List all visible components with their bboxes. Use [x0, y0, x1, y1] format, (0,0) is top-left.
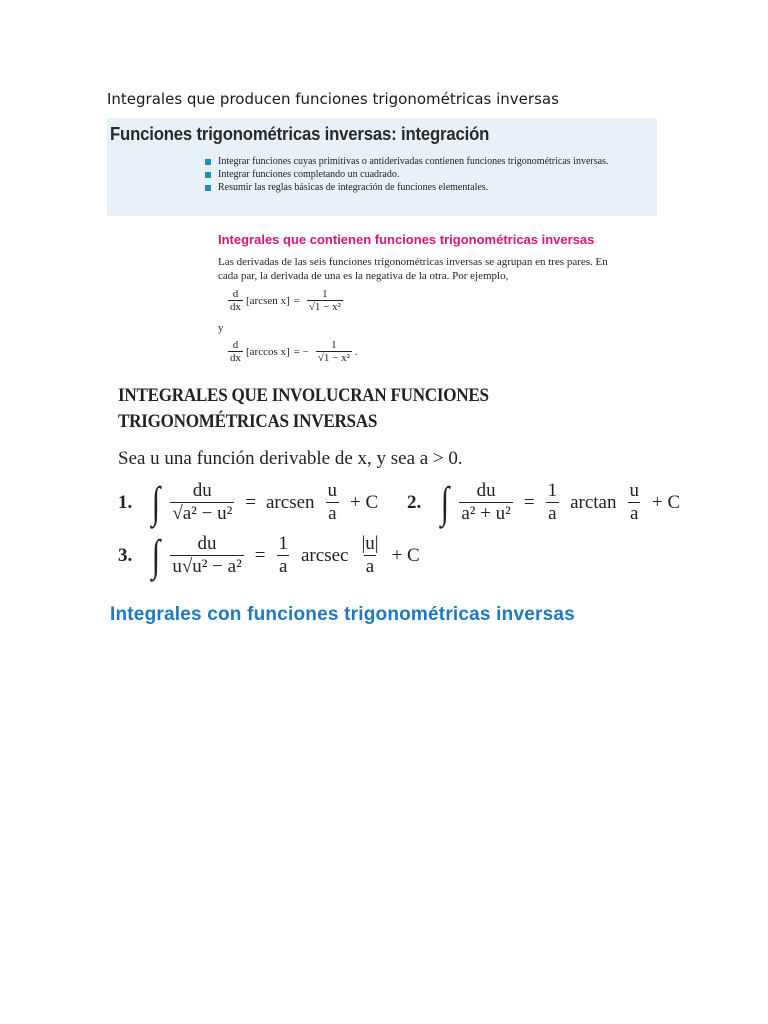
argument-fraction: $\frac{u}{a}$	[327, 480, 338, 524]
textbook-excerpt-1	[107, 118, 657, 364]
banner-title: Funciones trigonométricas inversas: integración	[110, 124, 490, 144]
derivative-operator: $\frac{d}{dx}$	[230, 339, 241, 364]
objective-item: Integrar funciones completando un cuadrado.	[205, 169, 625, 181]
derivative-operator: $\frac{d}{dx}$	[230, 288, 241, 313]
integrals-box-intro: Sea u una función derivable de x, y sea a > 0.	[118, 448, 463, 469]
argument-fraction: $\frac{u}{a}$	[629, 480, 639, 524]
square-bullet-icon	[205, 185, 211, 191]
objective-item: Integrar funciones cuyas primitivas o antiderivadas contienen funciones trigonométricas inversas.	[205, 156, 625, 168]
integrand-fraction: $\frac{du}{\text{a² + u²}}$	[461, 480, 511, 524]
objectives-list	[205, 156, 625, 195]
integral-sign-icon: ∫	[152, 477, 161, 527]
integrand-fraction: $\frac{du}{\text{u√u² − a²}}$	[172, 533, 242, 577]
connector-word: y	[218, 322, 224, 334]
integrand-fraction: $\frac{du}{\text{√a² − u²}}$	[172, 480, 233, 524]
integral-sign-icon: ∫	[441, 477, 450, 527]
intro-paragraph: Las derivadas de las seis funciones trigonométricas inversas se agrupan en tres pares. En cada par, la derivada de una es la negativa de la otra. Por ejemplo,	[218, 256, 608, 282]
blue-section-title: Integrales con funciones trigonométricas inversas	[110, 604, 575, 625]
integral-sign-icon: ∫	[152, 530, 161, 580]
fraction: $\frac{1}{\text{√1 − x²}}$	[317, 339, 350, 364]
derivative-arccos-formula: $\frac{d}{dx}$ [arccos x] = − $\frac{1}{\text{√1 − x²}}$ .	[230, 339, 358, 364]
square-bullet-icon	[205, 172, 211, 178]
integral-rule-3: 3. ∫ $\frac{du}{\text{u√u² − a²}}$ = $\frac{1}{a}$ arcsec $\frac{|u|}{a}$ + C	[118, 530, 420, 580]
coefficient-fraction: $\frac{1}{a}$	[547, 480, 558, 524]
objective-item: Resumir las reglas básicas de integración de funciones elementales.	[205, 182, 625, 194]
square-bullet-icon	[205, 159, 211, 165]
section-banner	[107, 118, 657, 216]
argument-fraction: $\frac{|u|}{a}$	[361, 533, 379, 577]
coefficient-fraction: $\frac{1}{a}$	[278, 533, 288, 577]
page-heading: Integrales que producen funciones trigonométricas inversas	[107, 90, 559, 108]
integral-rule-1: 1. ∫ $\frac{du}{\text{√a² − u²}}$ = arcsen $\frac{u}{a}$ + C	[118, 477, 379, 527]
subsection-title: Integrales que contienen funciones trigonométricas inversas	[218, 232, 595, 247]
integrals-box-title: INTEGRALES QUE INVOLUCRAN FUNCIONES TRIGONOMÉTRICAS INVERSAS	[118, 385, 489, 432]
derivative-arcsen-formula: $\frac{d}{dx}$ [arcsen x] = $\frac{1}{\text{√1 − x²}}$	[230, 288, 341, 313]
integral-rule-2: 2. ∫ $\frac{du}{\text{a² + u²}}$ = $\frac{1}{a}$ arctan $\frac{u}{a}$ + C	[407, 477, 681, 527]
fraction: $\frac{1}{\text{√1 − x²}}$	[308, 288, 341, 313]
